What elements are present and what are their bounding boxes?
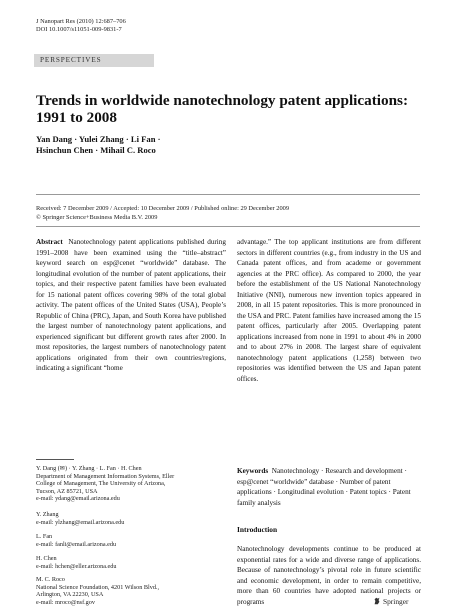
affiliation-email[interactable]: e-mail: hchen@eller.arizona.edu xyxy=(36,562,117,570)
abstract-label: Abstract xyxy=(36,238,63,246)
footnote-rule xyxy=(36,459,74,460)
introduction-heading: Introduction xyxy=(237,525,278,534)
affiliation-block-5 xyxy=(36,576,226,606)
affiliation-name: M. C. Roco xyxy=(36,576,65,583)
affiliation-block-4 xyxy=(36,555,226,570)
keywords-block xyxy=(237,466,421,508)
abstract-right-column xyxy=(237,237,421,384)
abstract-left-column xyxy=(36,237,226,374)
history-dates: Received: 7 December 2009 / Accepted: 10 December 2009 / Published online: 29 December 2009 xyxy=(36,205,290,212)
abstract-text-left: Nanotechnology patent applications published during 1991–2008 have been examined using the “title–abstract” keyword search on esp@cenet “worldwide” database. The longitudinal evolution of the number of patent applications, their topics, and their respective patent families have been evaluated for 15 national patent offices covering 98% of the total global activity. The patent offices of the United States (USA), People’s Republic of China (PRC), Japan, and South Korea have published the largest number of nanotechnology patent applications, and experienced significant but different growth rates after 2000. In most repositories, the largest numbers of nanotechnology patent applications originated from their own countries/regions, indicating a significant “home xyxy=(36,238,226,372)
author-list xyxy=(36,134,396,156)
journal-doi: DOI 10.1007/s11051-009-9831-7 xyxy=(36,26,122,34)
affiliation-line: College of Management, The University of Arizona, xyxy=(36,480,166,488)
affiliation-line: National Science Foundation, 4201 Wilson Blvd., xyxy=(36,583,160,591)
affiliation-email[interactable]: e-mail: fanli@email.arizona.edu xyxy=(36,540,117,548)
affiliation-email[interactable]: e-mail: mroco@nsf.gov xyxy=(36,598,95,606)
journal-header xyxy=(36,18,126,35)
affiliation-name: H. Chen xyxy=(36,555,57,562)
section-band xyxy=(34,54,154,67)
publisher-name: Springer xyxy=(383,597,409,606)
affiliation-block-2 xyxy=(36,511,226,526)
introduction-text: Nanotechnology developments continue to be produced at exponential rates for a wide and diverse range of applications. Because of nanotechnology’s pivotal role in future scientific and economic development, in order to remain competitive, more than 60 countries have adopted national projects or programs xyxy=(237,545,421,606)
affiliation-name: Y. Zhang xyxy=(36,511,59,518)
affiliation-email[interactable]: e-mail: ydang@email.arizona.edu xyxy=(36,495,120,503)
affiliation-email[interactable]: e-mail: ylzhang@email.arizona.edu xyxy=(36,518,125,526)
affiliation-names: Y. Dang (✉) · Y. Zhang · L. Fan · H. Chen xyxy=(36,465,142,472)
keywords-label: Keywords xyxy=(237,467,269,475)
affiliation-name: L. Fan xyxy=(36,533,53,540)
divider xyxy=(36,226,420,227)
affiliation-line: Tucson, AZ 85721, USA xyxy=(36,487,98,495)
affiliation-block-3 xyxy=(36,533,226,548)
affiliation-line: Arlington, VA 22230, USA xyxy=(36,591,104,599)
journal-citation: J Nanopart Res (2010) 12:687–706 xyxy=(36,18,126,25)
keywords-text: Nanotechnology · Research and development · esp@cenet “worldwide” database · Number of patent applications · Longitudinal evolution · Patent topics · Patent family analysis xyxy=(237,467,411,507)
article-history xyxy=(36,205,420,222)
article-title: Trends in worldwide nanotechnology patent applications: 1991 to 2008 xyxy=(36,92,409,127)
affiliation-line: Department of Management Information Systems, Eller xyxy=(36,472,175,480)
divider xyxy=(36,194,420,195)
abstract-text-right: advantage.” The top applicant institutions are from different sectors in different countries (e.g., from industry in the US and Canada patent offices, and from academe or government agencies at the PRC office). As compared to 2000, the year before the establishment of the US National Nanotechnology Initiative (NNI), numerous new invention topics appeared in 2008, in all 15 patent repositories. This is more pronounced in the USA and PRC. Patent families have increased among the 15 patent offices, particularly after 2005. Overlapping patent applications increased from none in 1991 to about 4% in 2000 and to about 27% in 2008. The largest share of equivalent nanotechnology patent applications (1,258) between two repositories was identified between the US and Japan patent offices. xyxy=(237,238,421,383)
affiliation-block-1 xyxy=(36,465,226,503)
springer-horse-icon xyxy=(373,597,381,605)
authors-line-1: Yan Dang · Yulei Zhang · Li Fan · xyxy=(36,134,161,144)
publisher-logo xyxy=(373,597,408,606)
section-label: PERSPECTIVES xyxy=(40,56,102,64)
copyright-line: © Springer Science+Business Media B.V. 2009 xyxy=(36,213,158,221)
authors-line-2: Hsinchun Chen · Mihail C. Roco xyxy=(36,145,156,155)
